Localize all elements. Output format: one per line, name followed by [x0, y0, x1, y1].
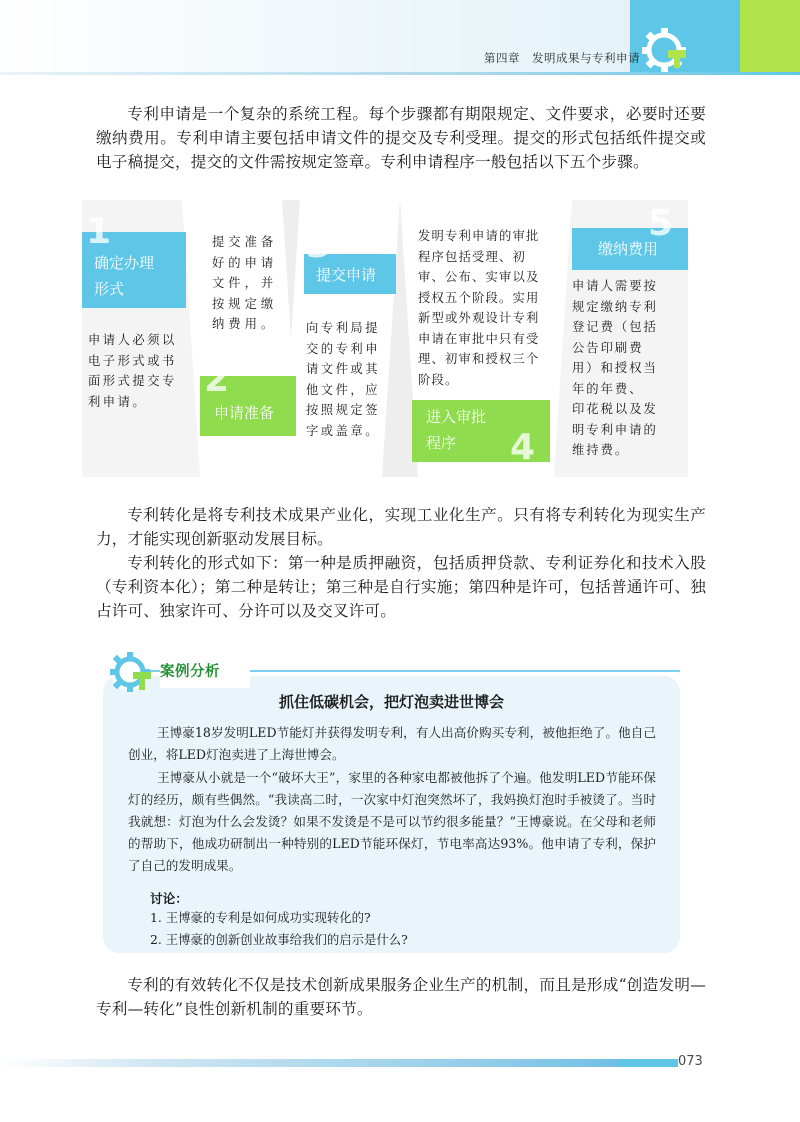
step-2-text: 提交准备 好的申请 文件，并 按规定缴 纳费用。	[212, 235, 278, 331]
step-2-label: 申请准备	[214, 404, 275, 422]
step-5-text: 申请人需要按 规定缴纳专利 登记费（包括 公告印刷费 用）和授权当 年的年费、 印花税以及发 明专利申请的 维持费。	[572, 279, 658, 457]
case-title: 抓住低碳机会，把灯泡卖进世博会	[278, 693, 504, 711]
step-3-number: 3	[306, 225, 332, 266]
case-paragraph-2: 王博豪从小就是一个“破坏大王”，家里的各种家电都被他拆了个遍。他发明LED节能环保灯的经历，颇有些偶然。“我读高二时，一次家中灯泡突然坏了，我妈换灯泡时手被烫了。当时我就想：灯泡为什么会发烫？如果不发烫是不是可以节约很多能量？”王博豪说。在父母和老师的帮助下，他成功研制出一种特别的LED节能环保灯，节电率高达93%。他申请了专利，保护了自己的发明成果。	[128, 770, 656, 873]
step-3-text: 向专利局提 交的专利申 请文件或其 他文件，应 按照规定签 字或盖章。	[306, 321, 380, 438]
footer-blue-block	[620, 1059, 678, 1067]
transfer-paragraph-1: 专利转化是将专利技术成果产业化，实现工业化生产。只有将专利转化为现实生产力，才能实现创新驱动发展目标。	[96, 506, 706, 548]
step-1-text: 申请人必须以 电子形式或书 面形式提交专 利申请。	[88, 333, 177, 409]
page-number: 073	[678, 1054, 703, 1069]
patent-steps-diagram	[82, 200, 688, 477]
step-5-number: 5	[648, 203, 674, 244]
step-4-label-line: 进入审批	[426, 408, 487, 426]
discussion-question-1: 1. 王博豪的专利是如何成功实现转化的?	[150, 910, 371, 925]
step-4-number: 4	[510, 427, 536, 468]
discussion-question-2: 2. 王博豪的创新创业故事给我们的启示是什么?	[150, 932, 408, 947]
header-green-block	[740, 0, 800, 72]
closing-paragraph: 专利的有效转化不仅是技术创新成果服务企业生产的机制，而且是形成“创造发明—专利—转化”良性创新机制的重要环节。	[96, 976, 706, 1018]
step-1-number: 1	[86, 211, 112, 252]
case-heading: 案例分析	[160, 664, 220, 680]
step-3-label: 提交申请	[316, 266, 377, 284]
case-paragraph-1: 王博豪18岁发明LED节能灯并获得发明专利，有人出高价购买专利，被他拒绝了。他自己创业，将LED灯泡卖进了上海世博会。	[128, 725, 656, 762]
footer-bar	[0, 1059, 620, 1067]
intro-paragraph: 专利申请是一个复杂的系统工程。每个步骤都有期限规定、文件要求，必要时还要缴纳费用。专利申请主要包括申请文件的提交及专利受理。提交的形式包括纸件提交或电子稿提交，提交的文件需按规定签章。专利申请程序一般包括以下五个步骤。	[96, 105, 706, 171]
chapter-title: 第四章 发明成果与专利申请	[484, 51, 640, 65]
step-2-number: 2	[204, 359, 230, 400]
discussion-heading: 讨论：	[150, 891, 188, 906]
step-1-label	[94, 250, 154, 302]
step-4-text: 发明专利申请的审批 程序包括受理、初 审、公布、实审以及 授权五个阶段。实用 新型或外观设计专利 申请在审批中只有受 理、初审和授权三个 阶段。	[418, 229, 540, 387]
transfer-paragraph-2: 专利转化的形式如下：第一种是质押融资，包括质押贷款、专利证券化和技术入股（专利资本化）；第二种是转让；第三种是自行实施；第四种是许可，包括普通许可、独占许可、独家许可、分许可以及交叉许可。	[96, 554, 706, 620]
gear-logo-icon	[638, 20, 694, 76]
step-4-label-line: 程序	[426, 434, 457, 452]
step-5-label: 缴纳费用	[598, 240, 659, 258]
step-1-label-line: 形式	[94, 280, 125, 298]
step-4-label	[426, 404, 486, 456]
step-1-label-line: 确定办理	[94, 254, 155, 272]
